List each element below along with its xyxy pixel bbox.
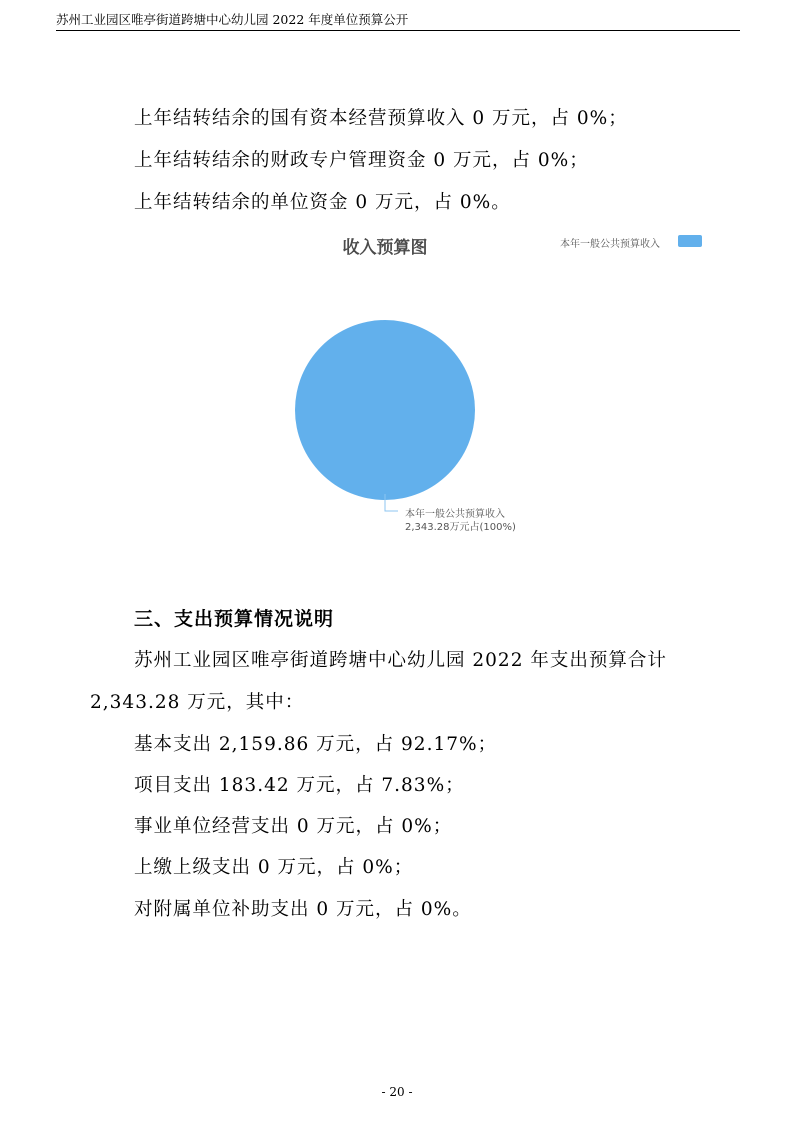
section-heading: 三、支出预算情况说明 bbox=[134, 608, 335, 630]
expense-item: 基本支出 2,159.86 万元，占 92.17%； bbox=[134, 734, 498, 755]
section-intro-line: 2,343.28 万元，其中： bbox=[90, 692, 305, 713]
pie-data-label-name: 本年一般公共预算收入 bbox=[405, 509, 505, 520]
income-line: 上年结转结余的国有资本经营预算收入 0 万元，占 0%； bbox=[134, 108, 628, 129]
chart-title: 收入预算图 bbox=[342, 238, 428, 258]
expense-item: 上缴上级支出 0 万元，占 0%； bbox=[134, 857, 414, 878]
expense-item: 事业单位经营支出 0 万元，占 0%； bbox=[134, 816, 453, 837]
page-header: 苏州工业园区唯亭街道跨塘中心幼儿园 2022 年度单位预算公开 bbox=[56, 10, 740, 31]
income-line: 上年结转结余的财政专户管理资金 0 万元，占 0%； bbox=[134, 150, 589, 171]
expense-item: 项目支出 183.42 万元，占 7.83%； bbox=[134, 775, 465, 796]
income-line: 上年结转结余的单位资金 0 万元，占 0%。 bbox=[134, 192, 511, 213]
pie-label-leader bbox=[385, 494, 398, 511]
legend-label: 本年一般公共预算收入 bbox=[560, 239, 660, 250]
page-number: - 20 - bbox=[381, 1085, 413, 1099]
pie-data-label-value: 2,343.28万元占(100%) bbox=[405, 522, 516, 533]
section-intro-line: 苏州工业园区唯亭街道跨塘中心幼儿园 2022 年支出预算合计 bbox=[134, 650, 667, 671]
expense-item: 对附属单位补助支出 0 万元，占 0%。 bbox=[134, 899, 472, 920]
pie-slice-0 bbox=[295, 320, 475, 500]
legend-swatch bbox=[678, 235, 702, 247]
